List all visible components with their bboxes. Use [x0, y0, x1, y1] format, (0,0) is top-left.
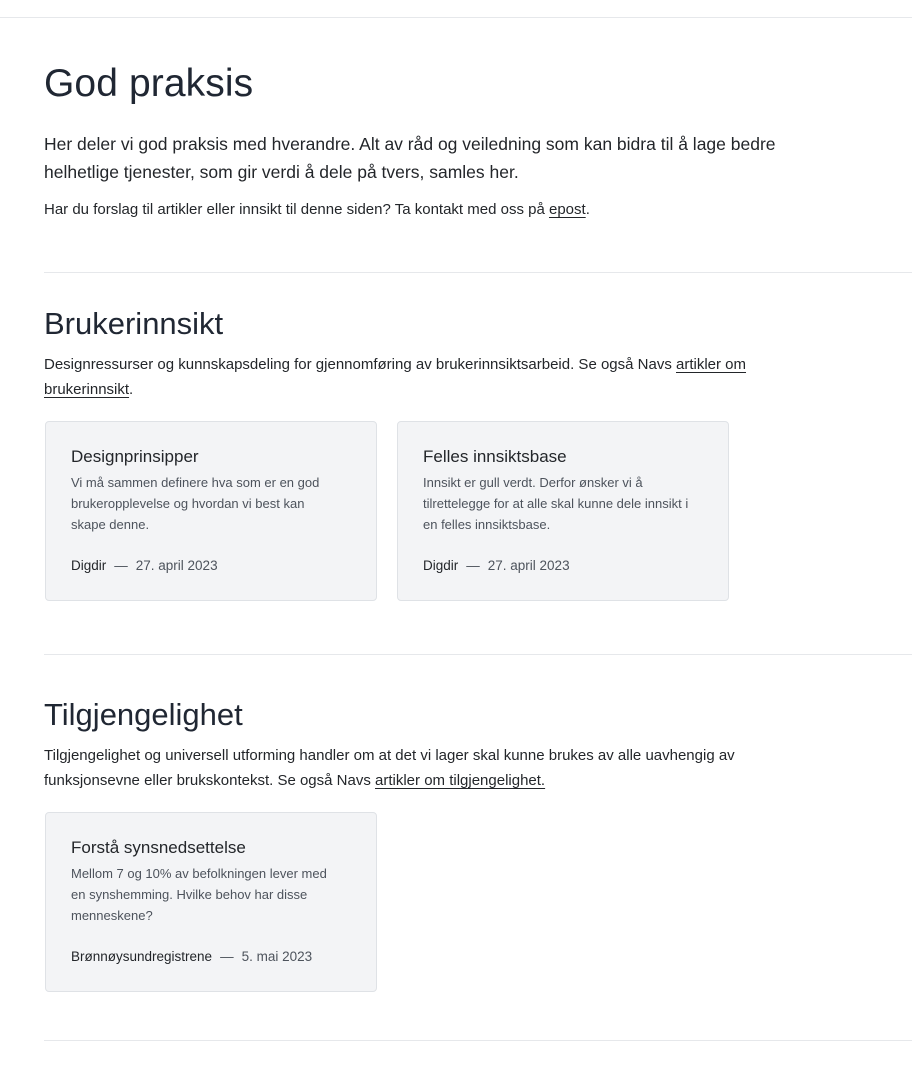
card-date: 27. april 2023: [135, 558, 218, 573]
card-meta: [423, 558, 570, 573]
section-desc-text: Designressurser og kunnskapsdeling for gjennomføring av brukerinnsiktsarbeid. Se også Navs: [44, 356, 672, 373]
card-author: Digdir: [71, 558, 107, 573]
section-divider: [44, 654, 912, 655]
section-title-tilgjengelighet: Tilgjengelighet: [44, 697, 243, 732]
header-divider: [0, 17, 912, 18]
card-title[interactable]: Designprinsipper: [71, 447, 199, 466]
card-author: Brønnøysundregistrene: [71, 949, 213, 964]
article-card-forsta-synsnedsettelse[interactable]: [45, 812, 377, 992]
card-separator: —: [466, 558, 480, 573]
section-description: [44, 743, 814, 793]
card-date: 5. mai 2023: [241, 949, 313, 964]
article-card-felles-innsiktsbase[interactable]: [397, 421, 729, 601]
card-date: 27. april 2023: [487, 558, 570, 573]
section-divider: [44, 272, 912, 273]
section-desc-text: Tilgjengelighet og universell utforming handler om at det vi lager skal kunne brukes av alle uavhengig av funksjonsevne eller brukskontekst. Se også Navs: [44, 747, 735, 789]
page-intro: Her deler vi god praksis med hverandre. Alt av råd og veiledning som kan bidra til å lage bedre helhetlige tjenester, som gir verdi å dele på tvers, samles her.: [44, 134, 776, 182]
section-description: [44, 352, 814, 402]
card-separator: —: [114, 558, 128, 573]
card-title[interactable]: Forstå synsnedsettelse: [71, 838, 246, 857]
card-author: Digdir: [423, 558, 459, 573]
contact-suffix: .: [585, 201, 590, 218]
section-desc-suffix: .: [129, 381, 134, 398]
tilgjengelighet-articles-link[interactable]: artikler om tilgjengelighet.: [375, 772, 546, 789]
contact-prefix: Har du forslag til artikler eller innsikt til denne siden? Ta kontakt med oss på: [44, 201, 545, 218]
page-title: God praksis: [44, 62, 254, 105]
contact-text: [44, 199, 590, 221]
card-excerpt: Vi må sammen definere hva som er en god brukeropplevelse og hvordan vi best kan skape denne.: [71, 475, 320, 532]
brukerinnsikt-articles-link[interactable]: artikler om brukerinnsikt: [44, 356, 747, 398]
card-separator: —: [220, 949, 234, 964]
section-title-brukerinnsikt: Brukerinnsikt: [44, 306, 224, 341]
section-divider: [44, 1040, 912, 1041]
email-link[interactable]: epost: [548, 201, 586, 218]
card-meta: [71, 949, 312, 964]
card-excerpt: Mellom 7 og 10% av befolkningen lever med en synshemming. Hvilke behov har disse menneskene?: [71, 866, 327, 923]
card-title[interactable]: Felles innsiktsbase: [423, 447, 567, 466]
card-excerpt: Innsikt er gull verdt. Derfor ønsker vi å tilrettelegge for at alle skal kunne dele innsikt i en felles innsiktsbase.: [423, 475, 689, 532]
article-card-designprinsipper[interactable]: [45, 421, 377, 601]
card-meta: [71, 558, 218, 573]
